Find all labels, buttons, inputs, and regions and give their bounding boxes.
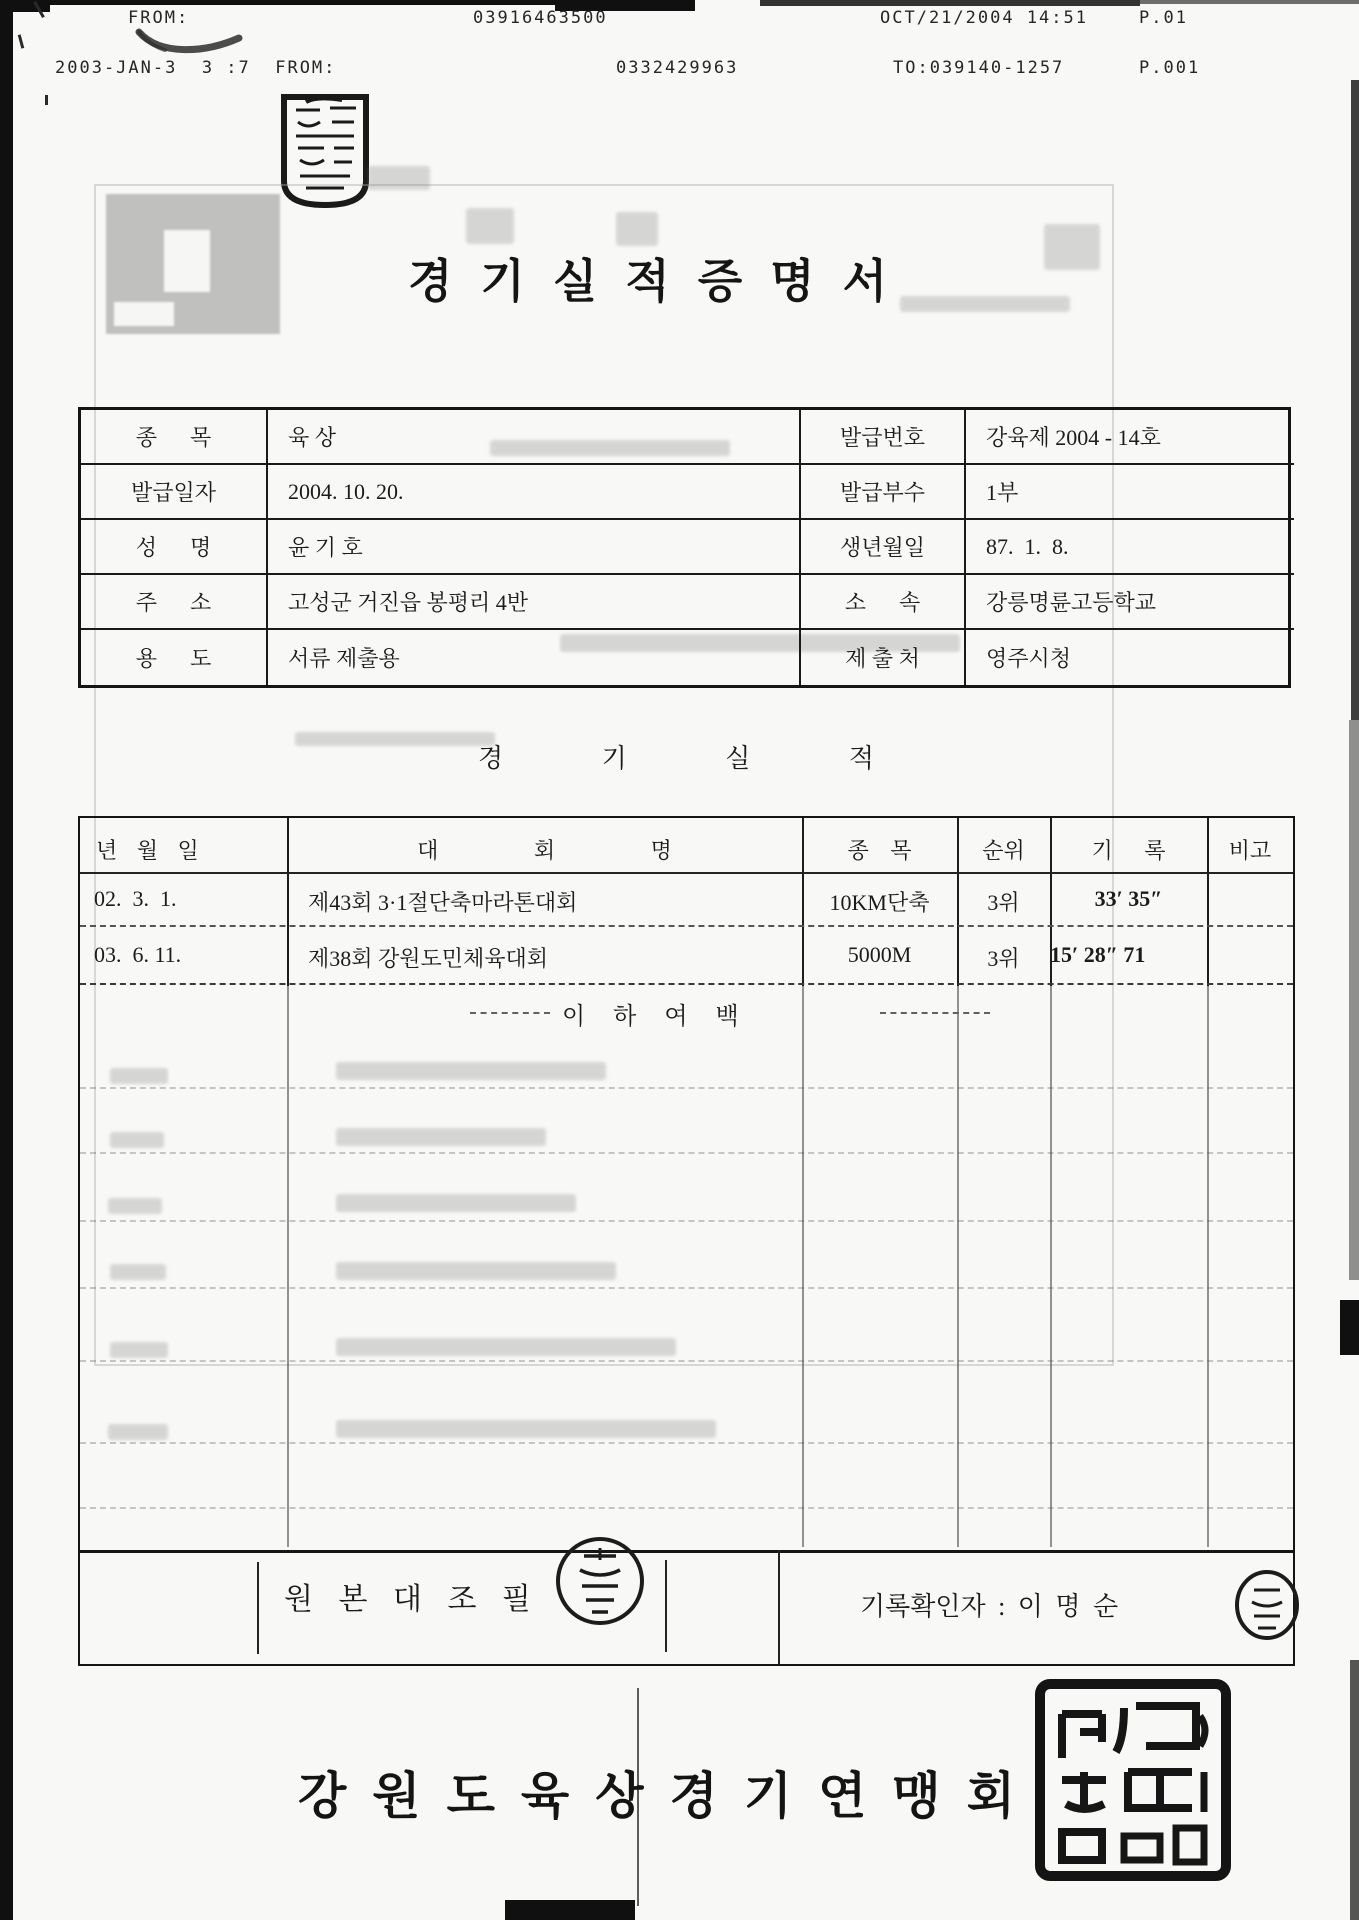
info-value: 강육제 2004 - 14호 <box>966 410 1294 465</box>
info-value: 2004. 10. 20. <box>268 465 801 520</box>
record-event: 제43회 3·1절단축마라톤대회 <box>308 890 578 915</box>
footer-tick <box>665 1560 667 1652</box>
scan-edge-top3 <box>1140 0 1359 4</box>
info-label: 소 속 <box>801 575 966 630</box>
issuer-seal-stamp-icon <box>1032 1676 1234 1884</box>
info-value: 강릉명륜고등학교 <box>966 575 1294 630</box>
record-time: 15′ 28″ 71 <box>1050 942 1146 967</box>
fax-from-label-1: FROM: <box>128 8 190 28</box>
ghost-row-line <box>80 1087 1293 1089</box>
info-label: 발급부수 <box>801 465 966 520</box>
verify-seal-stamp-icon <box>550 1534 650 1628</box>
record-category: 5000M <box>847 942 912 967</box>
scan-edge-top2 <box>760 0 1140 6</box>
scan-edge-bottom-bar <box>505 1900 635 1920</box>
info-value: 윤 기 호 <box>268 520 801 575</box>
fax-page-1: P.01 <box>1139 8 1188 28</box>
bleed-through-smudge <box>616 212 658 246</box>
row-line <box>80 983 1293 985</box>
footer-divider <box>778 1550 780 1664</box>
record-rank: 3위 <box>987 946 1020 971</box>
issuer-title: 강원도육상경기연맹회 <box>298 1768 1041 1824</box>
ghost-row-line <box>80 1507 1293 1509</box>
ghost-row-line <box>80 1287 1293 1289</box>
fax-datetime-from-2: 2003-JAN-3 3 :7 FROM: <box>55 58 337 78</box>
scan-edge-right-blob <box>1340 1300 1359 1355</box>
info-value: 고성군 거진읍 봉평리 4반 <box>268 575 801 630</box>
ghost-row-line <box>80 1220 1293 1222</box>
dash-mark <box>880 1012 990 1014</box>
record-table <box>78 816 1295 1666</box>
column-divider <box>802 818 804 1547</box>
pen-check-mark-icon <box>135 26 245 58</box>
info-label: 성 명 <box>81 520 268 575</box>
record-header-event: 대 회 명 <box>417 838 672 863</box>
checker-label: 기록확인자 : 이 명 순 <box>860 1592 1119 1621</box>
info-label: 제 출 처 <box>801 630 966 685</box>
fax-datetime-1: OCT/21/2004 14:51 <box>880 8 1088 28</box>
dash-mark <box>470 1012 550 1014</box>
column-divider <box>1050 818 1052 1547</box>
fax-page-2: P.001 <box>1139 58 1201 78</box>
record-header-rank: 순위 <box>982 838 1025 863</box>
info-table <box>78 407 1291 688</box>
record-event: 제38회 강원도민체육대회 <box>308 946 549 971</box>
bleed-through-block <box>106 194 280 334</box>
record-category: 10KM단축 <box>829 890 930 915</box>
fax-to-number: TO:039140-1257 <box>893 58 1065 78</box>
scan-edge-right3 <box>1350 1660 1359 1920</box>
record-header-note: 비고 <box>1228 838 1272 863</box>
bleed-through-smudge <box>466 208 514 244</box>
bleed-through-smudge <box>1044 224 1100 270</box>
column-divider <box>287 818 289 1547</box>
column-divider <box>1207 818 1209 1547</box>
ghost-row-line <box>80 1152 1293 1154</box>
row-line <box>80 925 1293 927</box>
bleed-through-smudge <box>295 732 495 746</box>
info-label: 종 목 <box>81 410 268 465</box>
footer-tick <box>257 1562 259 1654</box>
record-rank: 3위 <box>987 890 1020 915</box>
record-header-category: 종 목 <box>847 838 912 863</box>
record-date: 03. 6. 11. <box>94 942 182 967</box>
bleed-through-smudge <box>900 296 1070 312</box>
info-value: 서류 제출용 <box>268 630 801 685</box>
record-header-date: 년 월 일 <box>96 838 199 863</box>
info-label: 발급일자 <box>81 465 268 520</box>
scan-edge-top <box>0 0 560 5</box>
bleed-through-smudge <box>368 166 430 190</box>
blank-below-note: 이 하 여 백 <box>562 1004 739 1030</box>
fax-number-1: 03916463500 <box>473 8 608 28</box>
record-time: 33′ 35″ <box>1094 886 1163 911</box>
scan-speck <box>45 95 48 105</box>
section-title: 경 기 실 적 <box>478 744 874 773</box>
checker-seal-stamp-icon <box>1232 1568 1302 1642</box>
ghost-row-line <box>80 1442 1293 1444</box>
info-value: 육 상 <box>268 410 801 465</box>
row-line <box>80 872 1293 874</box>
info-value: 1부 <box>966 465 1294 520</box>
info-value: 영주시청 <box>986 646 1072 671</box>
info-value: 87. 1. 8. <box>966 520 1294 575</box>
info-label: 주 소 <box>81 575 268 630</box>
record-header-record: 기 록 <box>1091 838 1166 863</box>
info-label: 발급번호 <box>801 410 966 465</box>
ghost-row-line <box>80 1360 1293 1362</box>
verify-label: 원 본 대 조 필 <box>284 1583 531 1616</box>
scan-edge-right1 <box>1351 80 1359 720</box>
fax-number-2: 0332429963 <box>616 58 739 78</box>
footer-separator <box>80 1550 1293 1553</box>
column-divider <box>957 818 959 1547</box>
scan-speck <box>18 34 25 48</box>
scan-edge-right2 <box>1349 720 1359 1280</box>
info-label: 용 도 <box>81 630 268 685</box>
record-date: 02. 3. 1. <box>94 886 177 911</box>
scan-edge-left <box>0 0 13 1920</box>
info-label: 생년월일 <box>801 520 966 575</box>
document-title: 경기실적증명서 <box>408 256 916 307</box>
